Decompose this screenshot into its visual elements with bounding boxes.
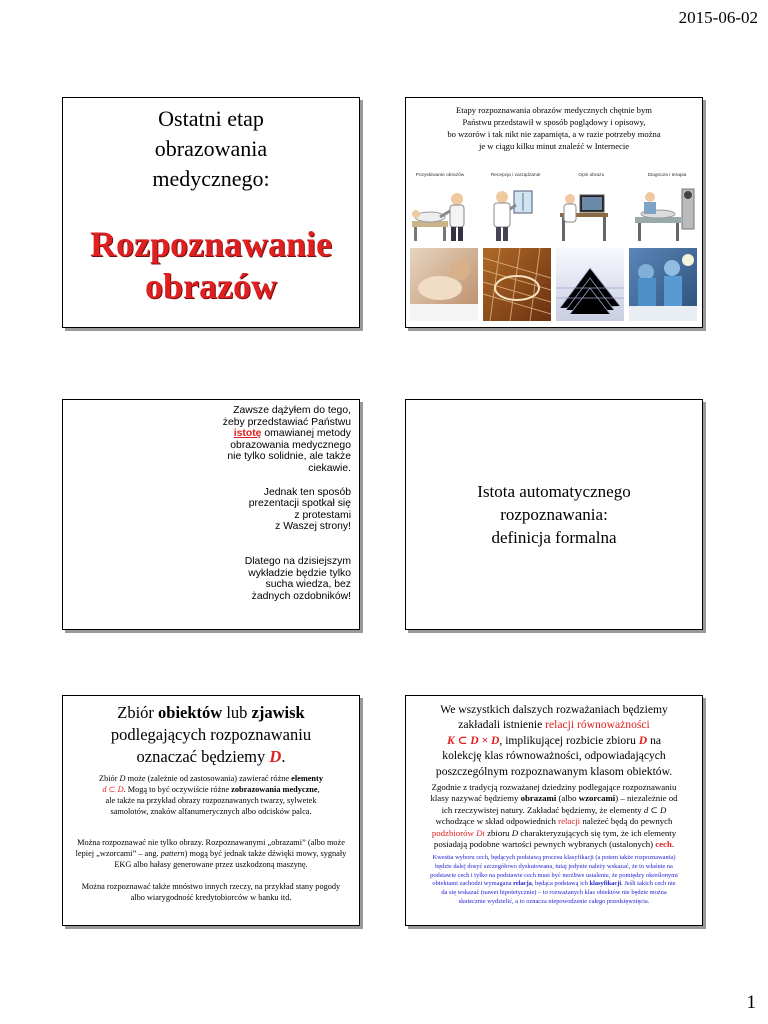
- text: ) – niezależnie od: [615, 793, 678, 804]
- text: da się wskazać (nawet hipotetycznie) – to rozważanych klas obiektów nie będzie można: [441, 889, 667, 897]
- slide-6-paragraph-3: [412, 854, 696, 907]
- bold-term: wzorcami: [578, 793, 616, 804]
- set-symbol: D: [119, 774, 126, 783]
- text-line: poszczególnym rozpoznawanym klasom obiektów.: [435, 764, 673, 778]
- bold-term: klasyfikacji: [589, 880, 622, 888]
- text-line: wykładzie będzie tylko: [248, 567, 351, 579]
- text: należeć będą do pewnych: [580, 816, 673, 827]
- page-number: 1: [746, 992, 756, 1013]
- highlight-term: cech: [655, 839, 672, 850]
- paragraph-2: [191, 487, 351, 533]
- text-line: nie tylko solidnie, ale także: [227, 451, 351, 463]
- text: Zbiór: [99, 774, 120, 783]
- text: ale także na przykład obrazy rozpoznawanych twarzy, sylwetek: [105, 796, 317, 805]
- text: (albo: [556, 793, 579, 804]
- slide-6: [405, 695, 703, 926]
- subtitle-line: medycznego:: [152, 166, 270, 191]
- title-line: Rozpoznawanie: [90, 224, 332, 264]
- formula: d ⊂ D: [643, 804, 667, 815]
- text-line: je w ciągu kilku minut znaleźć w Internecie: [478, 141, 630, 151]
- slide-4-title: [406, 480, 702, 549]
- text: lub: [222, 703, 252, 722]
- slide-5-paragraph-3: [71, 881, 351, 903]
- text: albo wiarygodność kredytobiorców w banku itd.: [130, 893, 292, 902]
- bold-term: obiektów: [158, 703, 223, 722]
- slide-5-paragraph-2: [71, 837, 351, 870]
- text: na: [647, 733, 662, 747]
- text-line: Zawsze dążyłem do tego,: [233, 405, 351, 416]
- text: ) mogą być jednak także dźwięki mowy, sygnały: [184, 849, 347, 858]
- stage-labels: [410, 173, 697, 178]
- photo-strip: [410, 248, 697, 321]
- text-line: Państwu przedstawił w sposób poglądowy i opisowy,: [462, 117, 646, 127]
- paragraph-1: [191, 405, 351, 475]
- text: samolotów, znaków alfanumerycznych albo odcisków palca.: [110, 807, 312, 816]
- text-line: Dlatego na dzisiejszym: [244, 555, 351, 567]
- text: , będąca podstawą ich: [531, 880, 590, 888]
- text: EKG albo hałasy generowane przez uszkodzoną maszynę.: [114, 860, 308, 869]
- italic-term: pattern: [160, 849, 185, 858]
- medical-workflow-cartoon: [410, 183, 697, 243]
- text: Zbiór: [117, 703, 159, 722]
- text: obiektami zachodzi wymagana: [432, 880, 514, 888]
- text: oznaczać będziemy: [136, 747, 270, 766]
- text-line: sucha wiedza, bez: [265, 579, 351, 591]
- text: , implikującej rozbicie zbioru: [499, 733, 639, 747]
- stage-label: Pozyskiwanie obrazów: [415, 173, 465, 178]
- bold-term: elementy: [291, 774, 323, 783]
- slide-6-paragraph-2: [412, 782, 696, 850]
- formula: d ⊂ D: [102, 785, 124, 794]
- slide-2-intro-text: [410, 104, 698, 152]
- bold-term: obrazami: [520, 793, 557, 804]
- text-line: omawianej metody: [261, 428, 351, 440]
- text: zbioru: [484, 827, 512, 838]
- slide-4: [405, 399, 703, 630]
- highlight-word: istotę: [233, 428, 262, 440]
- bold-term: zobrazowania medyczne: [231, 785, 318, 794]
- slide-5-heading: [71, 702, 351, 768]
- text-line: obrazowania medycznego: [230, 439, 351, 451]
- slide-2: [405, 97, 703, 328]
- text: Zgodnie z tradycją rozważanej dziedziny podlegające rozpoznawaniu: [431, 782, 677, 792]
- date-header: 2015-06-02: [678, 8, 758, 27]
- medical-photos: [410, 248, 697, 321]
- text: podstawie cech i tylko na podstawie cech musi być możliwe ustalenie, że pomiędzy określonymi: [430, 871, 678, 879]
- text: . Mogą to być oczywiście różne: [123, 785, 232, 794]
- text: może (zależnie od zastosowania) zawierać różne: [125, 774, 292, 783]
- slide-1: [62, 97, 360, 328]
- text: ich rzeczywistej natury. Zakładać będziemy, że elementy: [441, 804, 644, 815]
- slide-1-subtitle: [63, 104, 359, 194]
- stage-label: Opis obrazu: [578, 173, 605, 178]
- title-line: rozpoznawania:: [500, 505, 608, 524]
- slide-6-main-text: [412, 702, 696, 779]
- title-line: obrazów: [145, 266, 277, 306]
- set-symbol: D: [511, 827, 519, 838]
- highlight-term: relacji: [558, 816, 581, 827]
- text-line: podlegających rozpoznawaniu: [110, 725, 312, 744]
- bold-term: relacja: [513, 880, 532, 888]
- text-line: Jednak ten sposób: [263, 486, 351, 498]
- text: charakteryzujących się tym, że ich elementy: [518, 827, 677, 838]
- stage-label: Diagnoza i terapia: [647, 173, 687, 178]
- subtitle-line: obrazowania: [154, 136, 268, 161]
- text-line: z Waszej strony!: [275, 521, 351, 533]
- title-line: Istota automatycznego: [477, 482, 631, 501]
- slide-3: [62, 399, 360, 630]
- text-line: żeby przedstawiać Państwu: [222, 416, 351, 428]
- slide-5: [62, 695, 360, 926]
- text-line: z protestami: [294, 509, 351, 521]
- text: klasy nazywać będziemy: [430, 793, 521, 804]
- text: ,: [317, 785, 320, 794]
- text: Można rozpoznawać nie tylko obrazy. Rozpoznawanymi „obrazami” (albo może: [77, 838, 345, 847]
- cartoon-strip: [410, 183, 697, 243]
- formula: K ⊂ D × D: [446, 733, 500, 747]
- subset-symbol: Di: [476, 827, 485, 838]
- subtitle-line: Ostatni etap: [158, 106, 264, 131]
- text: lepiej „wzorcami” – ang.: [75, 849, 161, 858]
- text: wchodzące w skład odpowiednich: [435, 816, 559, 827]
- text: będzie dalej dosyć szczegółowo dyskutowana, tutaj jedynie należy wskazać, że to właśnie na: [435, 862, 673, 870]
- text: .: [281, 747, 286, 766]
- title-line: definicja formalna: [491, 528, 617, 547]
- highlight-term: relacji równoważności: [545, 718, 650, 732]
- set-symbol: D: [269, 747, 282, 766]
- text: Kwestia wyboru cech, będących podstawą procesu klasyfikacji (a potem także rozpoznawania): [432, 854, 676, 861]
- slide-5-paragraph-1: [71, 773, 351, 817]
- paragraph-3: [191, 556, 351, 602]
- text: skutecznie wydzielić, a to oznacza niepowodzenie całego przedsięwzięcia.: [458, 897, 650, 905]
- text-line: bo wzorów i tak nikt nie zapamięta, a w razie potrzeby można: [447, 129, 661, 139]
- text-line: ciekawie.: [308, 462, 351, 474]
- text-line: kolekcję klas równoważności, odpowiadających: [442, 749, 666, 763]
- stage-label: Recepcja i zarządzanie: [490, 173, 541, 178]
- text: zakładali istnienie: [458, 718, 546, 732]
- text: posiadają podobne wartości pewnych wybranych (ustalonych): [433, 839, 656, 850]
- text-line: żadnych ozdobników!: [251, 590, 351, 602]
- set-symbol: D: [638, 733, 648, 747]
- slide-1-title: [63, 223, 359, 307]
- highlight-term: podzbiorów: [431, 827, 477, 838]
- text: Można rozpoznawać także mnóstwo innych rzeczy, na przykład stany pogody: [81, 882, 341, 891]
- text: .: [671, 839, 675, 850]
- text-line: Etapy rozpoznawania obrazów medycznych chętnie bym: [456, 105, 652, 115]
- bold-term: zjawisk: [251, 703, 305, 722]
- text: . Jeśli takich cech nie: [621, 880, 676, 888]
- text-line: We wszystkich dalszych rozważaniach będziemy: [440, 703, 668, 716]
- text-line: prezentacji spotkał się: [248, 498, 351, 510]
- slide-3-text: [191, 405, 351, 602]
